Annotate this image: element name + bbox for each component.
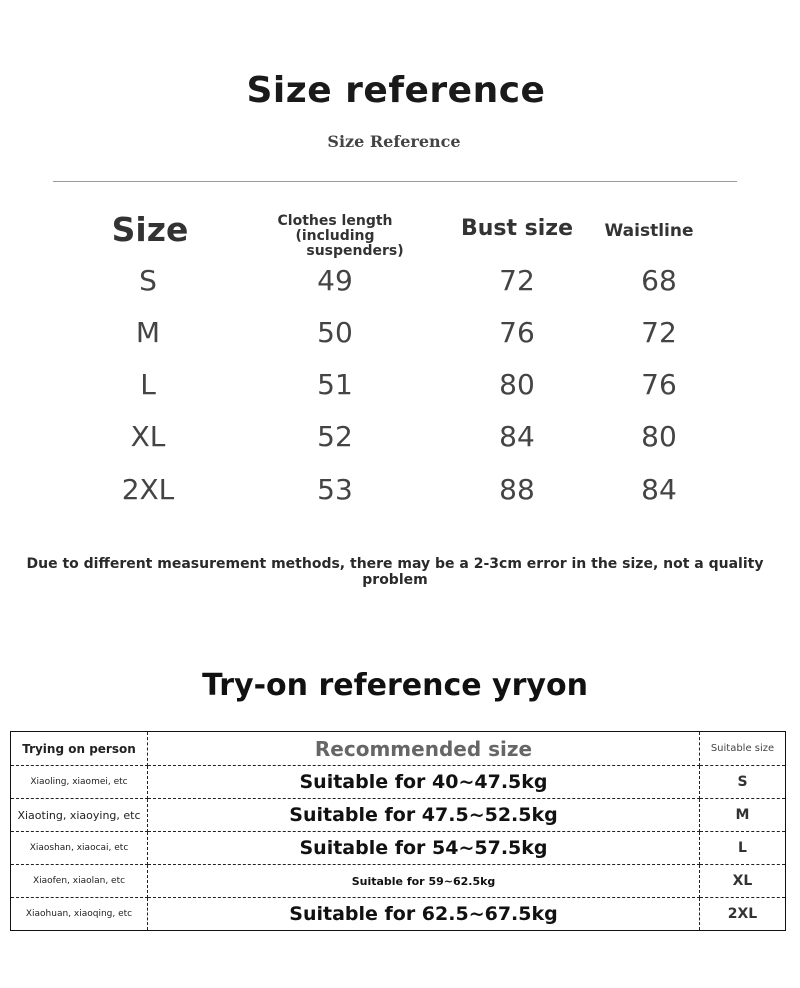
suitable-size-cell: S bbox=[700, 766, 786, 799]
header-recommended-size: Recommended size bbox=[148, 732, 700, 766]
header-waistline: Waistline bbox=[604, 221, 694, 241]
person-cell: Xiaofen, xiaolan, etc bbox=[11, 865, 148, 898]
length-cell: 49 bbox=[317, 264, 353, 297]
waist-cell: 80 bbox=[641, 420, 677, 453]
person-cell: Xiaoshan, xiaocai, etc bbox=[11, 832, 148, 865]
size-cell: L bbox=[140, 368, 156, 401]
length-cell: 51 bbox=[317, 368, 353, 401]
bust-cell: 72 bbox=[499, 264, 535, 297]
recommended-cell: Suitable for 40~47.5kg bbox=[148, 766, 700, 799]
suitable-size-cell: M bbox=[700, 799, 786, 832]
size-reference-subtitle: Size Reference bbox=[327, 132, 461, 151]
tryon-reference-title: Try-on reference yryon bbox=[202, 668, 588, 703]
waist-cell: 72 bbox=[641, 316, 677, 349]
table-row bbox=[11, 832, 786, 865]
waist-cell: 76 bbox=[641, 368, 677, 401]
table-row bbox=[11, 898, 786, 931]
size-cell: 2XL bbox=[121, 473, 175, 506]
measurement-note: Due to different measurement methods, there may be a 2-3cm error in the size, not a quality problem bbox=[26, 556, 764, 588]
suitable-size-cell: XL bbox=[700, 865, 786, 898]
waist-cell: 68 bbox=[641, 264, 677, 297]
recommended-cell: Suitable for 59~62.5kg bbox=[148, 865, 700, 898]
suitable-size-cell: 2XL bbox=[700, 898, 786, 931]
header-suitable-size: Suitable size bbox=[700, 732, 786, 766]
table-row bbox=[11, 766, 786, 799]
header-clothes-length-line2: suspenders) bbox=[306, 243, 404, 259]
person-cell: Xiaohuan, xiaoqing, etc bbox=[11, 898, 148, 931]
size-cell: S bbox=[139, 264, 157, 297]
size-cell: M bbox=[135, 316, 161, 349]
bust-cell: 84 bbox=[499, 420, 535, 453]
suitable-size-cell: L bbox=[700, 832, 786, 865]
size-cell: XL bbox=[130, 420, 166, 453]
length-cell: 52 bbox=[317, 420, 353, 453]
bust-cell: 80 bbox=[499, 368, 535, 401]
tryon-header-row bbox=[11, 732, 786, 766]
table-row bbox=[11, 799, 786, 832]
header-clothes-length-line1: Clothes length (including bbox=[277, 213, 393, 244]
size-reference-title: Size reference bbox=[246, 70, 546, 111]
person-cell: Xiaoting, xiaoying, etc bbox=[11, 799, 148, 832]
table-row bbox=[11, 865, 786, 898]
divider bbox=[53, 181, 737, 182]
person-cell: Xiaoling, xiaomei, etc bbox=[11, 766, 148, 799]
header-size: Size bbox=[111, 210, 189, 249]
bust-cell: 88 bbox=[499, 473, 535, 506]
recommended-cell: Suitable for 47.5~52.5kg bbox=[148, 799, 700, 832]
recommended-cell: Suitable for 54~57.5kg bbox=[148, 832, 700, 865]
length-cell: 50 bbox=[317, 316, 353, 349]
length-cell: 53 bbox=[317, 473, 353, 506]
waist-cell: 84 bbox=[641, 473, 677, 506]
bust-cell: 76 bbox=[499, 316, 535, 349]
header-clothes-length bbox=[240, 214, 430, 259]
recommended-cell: Suitable for 62.5~67.5kg bbox=[148, 898, 700, 931]
header-trying-on-person: Trying on person bbox=[11, 732, 148, 766]
header-bust-size: Bust size bbox=[460, 216, 574, 241]
tryon-table bbox=[10, 731, 786, 931]
